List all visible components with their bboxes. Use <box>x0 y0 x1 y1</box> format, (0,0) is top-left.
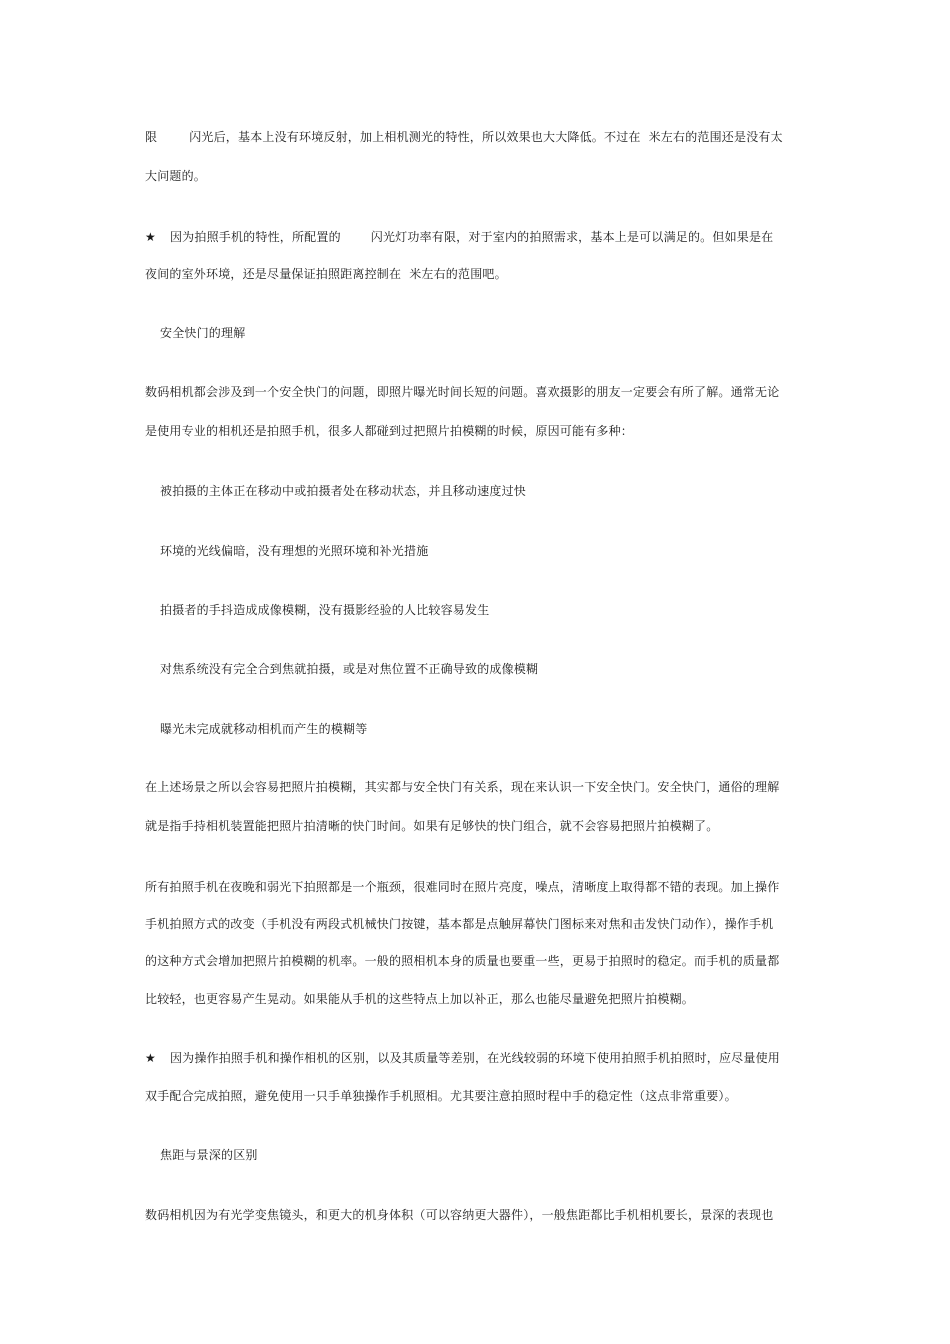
p1-line-1 <box>145 129 783 145</box>
p1-text-a: 限 <box>145 130 158 144</box>
p5-line-2: 手机拍照方式的改变（手机没有两段式机械快门按键，基本都是点触屏幕快门图标来对焦和击发快门动作），操作手机 <box>145 917 774 931</box>
p5-line-4: 比较轻，也更容易产生晃动。如果能从手机的这些特点上加以补正，那么也能尽量避免把照片拍模糊。 <box>145 992 695 1006</box>
p1-text-b: 闪光后，基本上没有环境反射，加上相机测光的特性，所以效果也大大降低。不过在 <box>189 130 641 144</box>
reason-item: 被拍摄的主体正在移动中或拍摄者处在移动状态，并且移动速度过快 <box>160 484 527 498</box>
p4-line-2: 就是指手持相机装置能把照片拍清晰的快门时间。如果有足够快的快门组合，就不会容易把照片拍模糊了。 <box>145 819 719 833</box>
reason-item: 对焦系统没有完全合到焦就拍摄，或是对焦位置不正确导致的成像模糊 <box>160 662 539 676</box>
star-bullet: ★ <box>145 230 156 244</box>
p2-line-2 <box>145 266 507 282</box>
section-heading-focal: 焦距与景深的区别 <box>160 1148 258 1162</box>
p2-line-1 <box>145 229 773 245</box>
p2-text-b: 闪光灯功率有限，对于室内的拍照需求，基本上是可以满足的。但如果是在 <box>370 230 774 244</box>
p7-line-1: 数码相机因为有光学变焦镜头，和更大的机身体积（可以容纳更大器件），一般焦距都比手机相机要长，景深的表现也 <box>145 1208 774 1222</box>
star-bullet: ★ <box>145 1051 156 1065</box>
reason-item: 环境的光线偏暗，没有理想的光照环境和补光措施 <box>160 544 429 558</box>
p6-line-1 <box>145 1050 780 1066</box>
reason-item: 曝光未完成就移动相机而产生的模糊等 <box>160 722 368 736</box>
p2-text-d: 米左右的范围吧。 <box>409 267 507 281</box>
p1-line-2: 大问题的。 <box>145 169 207 183</box>
reason-item: 拍摄者的手抖造成成像模糊，没有摄影经验的人比较容易发生 <box>160 603 490 617</box>
p6-text-a: 因为操作拍照手机和操作相机的区别，以及其质量等差别，在光线较弱的环境下使用拍照手机拍照时，应尽量使用 <box>169 1051 780 1065</box>
p2-text-c: 夜间的室外环境，还是尽量保证拍照距离控制在 <box>145 267 402 281</box>
p4-line-1: 在上述场景之所以会容易把照片拍模糊，其实都与安全快门有关系，现在来认识一下安全快门。安全快门，通俗的理解 <box>145 780 780 794</box>
p2-text-a: 因为拍照手机的特性，所配置的 <box>169 230 341 244</box>
p3-line-1: 数码相机都会涉及到一个安全快门的问题，即照片曝光时间长短的问题。喜欢摄影的朋友一定要会有所了解。通常无论 <box>145 385 780 399</box>
p1-text-c: 米左右的范围还是没有太 <box>648 130 783 144</box>
p5-line-3: 的这种方式会增加把照片拍模糊的机率。一般的照相机本身的质量也要重一些，更易于拍照时的稳定。而手机的质量都 <box>145 954 780 968</box>
section-heading-shutter: 安全快门的理解 <box>160 326 246 340</box>
p6-line-2: 双手配合完成拍照，避免使用一只手单独操作手机照相。尤其要注意拍照时程中手的稳定性（这点非常重要）。 <box>145 1089 737 1103</box>
p5-line-1: 所有拍照手机在夜晚和弱光下拍照都是一个瓶颈，很难同时在照片亮度，噪点，清晰度上取得都不错的表现。加上操作 <box>145 880 780 894</box>
p3-line-2: 是使用专业的相机还是拍照手机，很多人都碰到过把照片拍模糊的时候，原因可能有多种： <box>145 424 634 438</box>
